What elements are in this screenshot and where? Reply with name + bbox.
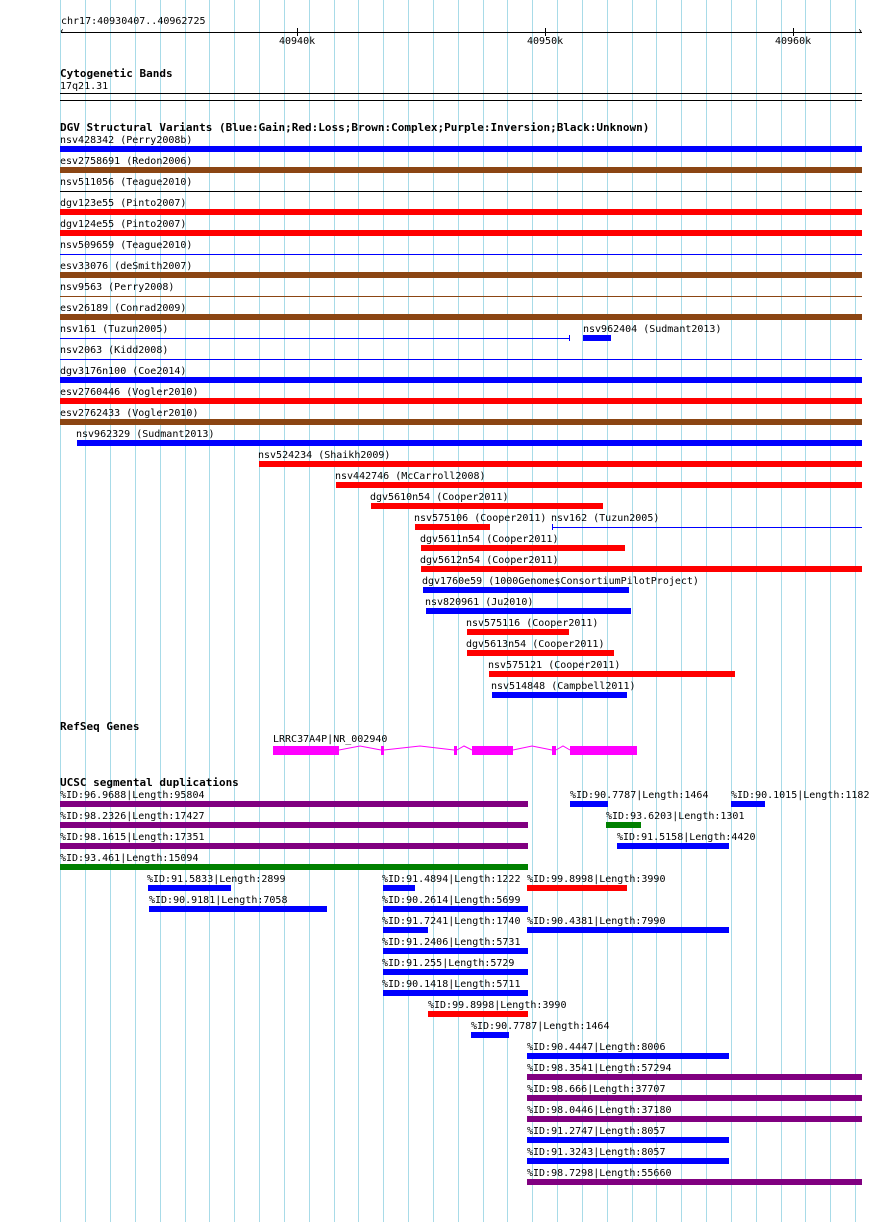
dgv-variant-label[interactable]: nsv575121 (Cooper2011) (488, 660, 621, 671)
ruler-tick-label: 40960k (775, 36, 812, 47)
segdup-feature[interactable] (527, 1095, 862, 1101)
segdup-label[interactable]: %ID:91.5158|Length:4420 (617, 832, 756, 843)
segdup-feature[interactable] (617, 843, 729, 849)
dgv-variant-label[interactable]: dgv1760e59 (1000GenomesConsortiumPilotProject) (422, 576, 699, 587)
segdup-feature[interactable] (731, 801, 765, 807)
segdup-label[interactable]: %ID:90.9181|Length:7058 (149, 895, 288, 906)
segdup-feature[interactable] (527, 1179, 862, 1185)
segdup-label[interactable]: %ID:99.8998|Length:3990 (428, 1000, 567, 1011)
gene-exon (381, 746, 384, 755)
segdup-label[interactable]: %ID:91.7241|Length:1740 (382, 916, 521, 927)
segdup-label[interactable]: %ID:93.461|Length:15094 (60, 853, 199, 864)
segdup-feature[interactable] (527, 927, 729, 933)
segdup-label[interactable]: %ID:98.7298|Length:55660 (527, 1168, 672, 1179)
segdup-feature[interactable] (383, 927, 428, 933)
segdup-label[interactable]: %ID:98.1615|Length:17351 (60, 832, 205, 843)
dgv-variant-label[interactable]: nsv962329 (Sudmant2013) (76, 429, 215, 440)
track-title-cytobands[interactable]: Cytogenetic Bands (60, 67, 173, 80)
dgv-variant-label[interactable]: nsv161 (Tuzun2005) (60, 324, 169, 335)
cytoband-label: 17q21.31 (60, 81, 109, 92)
gene-exon (472, 746, 513, 755)
dgv-variant-label[interactable]: esv2758691 (Redon2006) (60, 156, 193, 167)
ruler-left-arrow-icon: ‹ (59, 26, 66, 37)
dgv-variant-label[interactable]: nsv820961 (Ju2010) (425, 597, 534, 608)
ruler-tick-label: 40940k (279, 36, 316, 47)
segdup-label[interactable]: %ID:90.1418|Length:5711 (382, 979, 521, 990)
ruler-tick-label: 40950k (527, 36, 564, 47)
dgv-variant-label[interactable]: nsv514848 (Campbell2011) (491, 681, 636, 692)
gene-exon (570, 746, 637, 755)
dgv-variant-label[interactable]: dgv5613n54 (Cooper2011) (466, 639, 605, 650)
segdup-feature[interactable] (383, 948, 528, 954)
dgv-variant-label[interactable]: nsv962404 (Sudmant2013) (583, 324, 722, 335)
segdup-feature[interactable] (527, 1158, 729, 1164)
segdup-label[interactable]: %ID:90.4381|Length:7990 (527, 916, 666, 927)
segdup-label[interactable]: %ID:90.2614|Length:5699 (382, 895, 521, 906)
region-coordinates: chr17:40930407..40962725 (61, 16, 206, 27)
segdup-label[interactable]: %ID:91.255|Length:5729 (382, 958, 515, 969)
segdup-feature[interactable] (149, 906, 327, 912)
dgv-variant-label[interactable]: esv2762433 (Vogler2010) (60, 408, 199, 419)
segdup-feature[interactable] (527, 1074, 862, 1080)
segdup-feature[interactable] (383, 990, 528, 996)
segdup-label[interactable]: %ID:93.6203|Length:1301 (606, 811, 745, 822)
dgv-variant-label[interactable]: dgv3176n100 (Coe2014) (60, 366, 187, 377)
dgv-variant-label[interactable]: dgv124e55 (Pinto2007) (60, 219, 187, 230)
gene-exon (273, 746, 339, 755)
segdup-feature[interactable] (383, 906, 528, 912)
segdup-feature[interactable] (60, 822, 528, 828)
segdup-label[interactable]: %ID:91.4894|Length:1222 (382, 874, 521, 885)
segdup-label[interactable]: %ID:98.2326|Length:17427 (60, 811, 205, 822)
dgv-variant-label[interactable]: nsv2063 (Kidd2008) (60, 345, 169, 356)
segdup-label[interactable]: %ID:99.8998|Length:3990 (527, 874, 666, 885)
segdup-feature[interactable] (383, 885, 415, 891)
segdup-label[interactable]: %ID:90.4447|Length:8006 (527, 1042, 666, 1053)
dgv-variant-label[interactable]: dgv5612n54 (Cooper2011) (420, 555, 559, 566)
track-title-dgv[interactable]: DGV Structural Variants (Blue:Gain;Red:Loss;Brown:Complex;Purple:Inversion;Black:Unknown) (60, 121, 650, 134)
segdup-feature[interactable] (527, 1116, 862, 1122)
segdup-feature[interactable] (60, 843, 528, 849)
track-title-segdup[interactable]: UCSC segmental duplications (60, 776, 239, 789)
segdup-feature[interactable] (527, 885, 627, 891)
segdup-label[interactable]: %ID:90.7787|Length:1464 (570, 790, 709, 801)
dgv-variant-label[interactable]: nsv511056 (Teague2010) (60, 177, 193, 188)
segdup-feature[interactable] (527, 1137, 729, 1143)
dgv-variant-label[interactable]: esv2760446 (Vogler2010) (60, 387, 199, 398)
dgv-variant-label[interactable]: nsv9563 (Perry2008) (60, 282, 175, 293)
dgv-variant-label[interactable]: nsv428342 (Perry2008b) (60, 135, 193, 146)
ruler-right-arrow-icon: › (857, 26, 864, 37)
segdup-label[interactable]: %ID:91.3243|Length:8057 (527, 1147, 666, 1158)
segdup-label[interactable]: %ID:91.2747|Length:8057 (527, 1126, 666, 1137)
dgv-variant-label[interactable]: nsv442746 (McCarroll2008) (335, 471, 486, 482)
segdup-label[interactable]: %ID:96.9688|Length:95804 (60, 790, 205, 801)
dgv-variant-label[interactable]: dgv5610n54 (Cooper2011) (370, 492, 509, 503)
segdup-feature[interactable] (60, 864, 528, 870)
segdup-label[interactable]: %ID:90.1015|Length:1182 (731, 790, 870, 801)
segdup-feature[interactable] (60, 801, 528, 807)
segdup-label[interactable]: %ID:98.0446|Length:37180 (527, 1105, 672, 1116)
track-title-refseq[interactable]: RefSeq Genes (60, 720, 140, 733)
dgv-variant-label[interactable]: esv33076 (deSmith2007) (60, 261, 193, 272)
gene-exon (454, 746, 457, 755)
dgv-variant-label[interactable]: dgv123e55 (Pinto2007) (60, 198, 187, 209)
dgv-variant-label[interactable]: nsv524234 (Shaikh2009) (258, 450, 391, 461)
segdup-label[interactable]: %ID:98.3541|Length:57294 (527, 1063, 672, 1074)
dgv-variant-label[interactable]: nsv575106 (Cooper2011) (414, 513, 547, 524)
dgv-variant-label[interactable]: nsv162 (Tuzun2005) (551, 513, 660, 524)
dgv-variant-label[interactable]: esv26189 (Conrad2009) (60, 303, 187, 314)
segdup-label[interactable]: %ID:98.666|Length:37707 (527, 1084, 666, 1095)
dgv-variant-label[interactable]: nsv575116 (Cooper2011) (466, 618, 599, 629)
gene-label[interactable]: LRRC37A4P|NR_002940 (273, 734, 388, 745)
segdup-feature[interactable] (148, 885, 231, 891)
segdup-label[interactable]: %ID:90.7787|Length:1464 (471, 1021, 610, 1032)
segdup-feature[interactable] (606, 822, 641, 828)
segdup-feature[interactable] (428, 1011, 528, 1017)
gene-exon (552, 746, 556, 755)
segdup-feature[interactable] (527, 1053, 729, 1059)
segdup-feature[interactable] (383, 969, 528, 975)
dgv-variant-label[interactable]: nsv509659 (Teague2010) (60, 240, 193, 251)
segdup-feature[interactable] (471, 1032, 509, 1038)
segdup-feature[interactable] (570, 801, 608, 807)
dgv-variant-label[interactable]: dgv5611n54 (Cooper2011) (420, 534, 559, 545)
segdup-label[interactable]: %ID:91.2406|Length:5731 (382, 937, 521, 948)
segdup-label[interactable]: %ID:91.5833|Length:2899 (147, 874, 286, 885)
